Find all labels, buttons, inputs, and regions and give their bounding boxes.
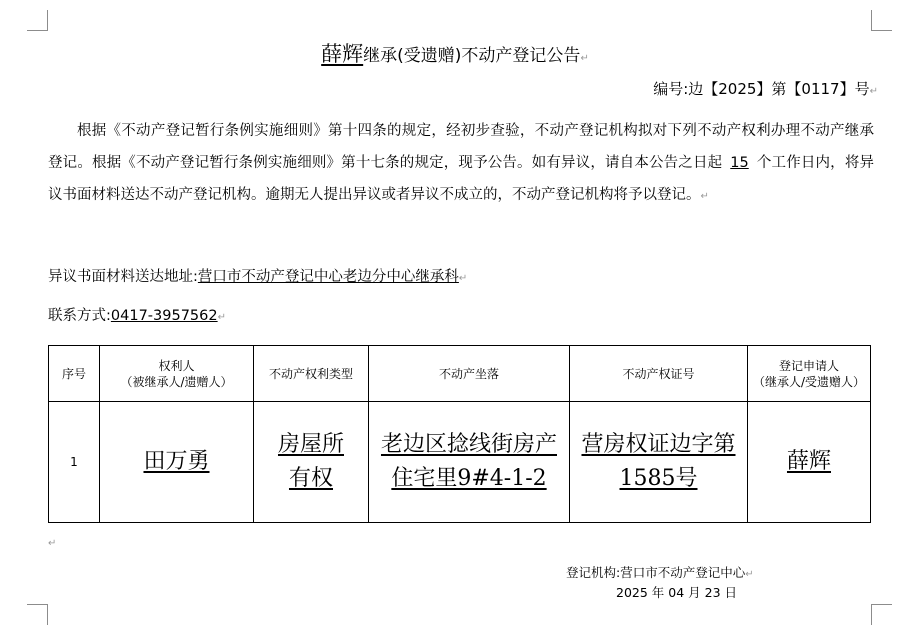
announcement-date: 2025 年 04 月 23 日 — [616, 585, 737, 600]
org-label: 登记机构: — [566, 565, 621, 580]
objection-days: 15 — [730, 155, 749, 171]
cell-applicant: 薛辉 — [748, 402, 871, 523]
title-applicant-name: 薛辉 — [321, 42, 364, 66]
header-applicant: 登记申请人 （继承人/受遗赠人） — [748, 346, 871, 402]
crop-mark-top-right — [871, 10, 892, 31]
document-title — [0, 38, 910, 68]
crop-mark-bottom-left — [27, 604, 48, 625]
contact-value: 0417-3957562 — [110, 308, 218, 324]
crop-mark-top-left — [27, 10, 48, 31]
registration-authority — [566, 563, 754, 581]
header-right-holder: 权利人 （被继承人/遗赠人） — [100, 346, 254, 402]
paragraph-mark-icon: ↵ — [458, 273, 468, 284]
paragraph-mark-icon: ↵ — [700, 191, 709, 202]
cell-right-type: 房屋所有权 — [254, 402, 369, 523]
header-location: 不动产坐落 — [369, 346, 570, 402]
table-header-row — [49, 346, 871, 402]
header-certificate-no: 不动产权证号 — [570, 346, 748, 402]
cell-location: 老边区捻线街房产住宅里9#4-1-2 — [369, 402, 570, 523]
cell-right-holder: 田万勇 — [100, 402, 254, 523]
cell-certificate-no: 营房权证边字第1585号 — [570, 402, 748, 523]
paragraph-mark-icon: ↵ — [869, 86, 878, 97]
document-number-text: 编号:边【2025】第【0117】号 — [653, 80, 870, 98]
paragraph-mark-icon: ↵ — [745, 569, 754, 580]
address-label: 异议书面材料送达地址: — [48, 269, 198, 285]
objection-address-line — [48, 265, 467, 286]
body-part-2: 个工作日内，将异议书面材料送达不动产登记机构。逾期无人提出异议或者异议不成立的，不动产登记机构将予以登记。 — [48, 155, 875, 203]
table-row — [49, 402, 871, 523]
contact-label: 联系方式: — [48, 308, 111, 324]
address-value: 营口市不动产登记中心老边分中心继承科 — [197, 269, 459, 285]
org-name: 营口市不动产登记中心 — [620, 565, 746, 580]
body-part-1: 根据《不动产登记暂行条例实施细则》第十四条的规定，经初步查验，不动产登记机构拟对下列不动产权利办理不动产继承登记。根据《不动产登记暂行条例实施细则》第十七条的规定，现予公告。如有异议，请自本公告之日起 — [48, 123, 874, 171]
registration-table — [48, 345, 871, 523]
header-serial: 序号 — [49, 346, 100, 402]
paragraph-mark-icon: ↵ — [580, 53, 589, 64]
announcement-body — [48, 115, 874, 213]
document-number — [653, 78, 878, 99]
header-right-type: 不动产权利类型 — [254, 346, 369, 402]
contact-line — [48, 304, 226, 325]
title-text: 继承(受遗赠)不动产登记公告 — [363, 46, 581, 66]
paragraph-mark-icon: ↵ — [48, 538, 57, 549]
paragraph-mark-icon: ↵ — [217, 312, 226, 323]
crop-mark-bottom-right — [871, 604, 892, 625]
cell-serial: 1 — [49, 402, 100, 523]
